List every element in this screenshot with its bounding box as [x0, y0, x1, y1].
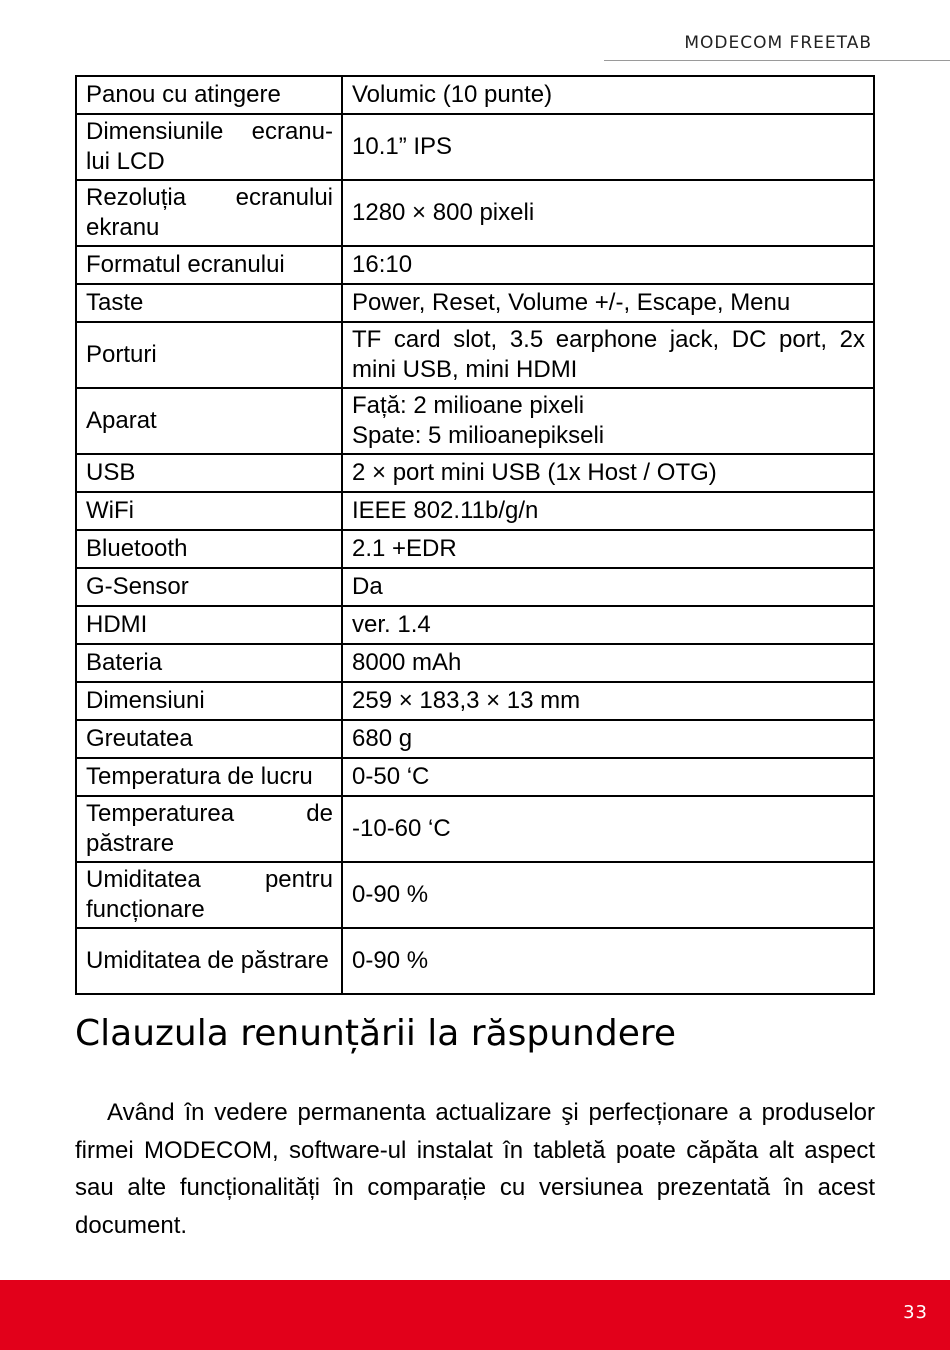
table-row [76, 246, 874, 284]
spec-value: 0-90 % [342, 862, 874, 928]
spec-label: Dimensiunile ecranu-lui LCD [76, 114, 342, 180]
spec-label: G-Sensor [76, 568, 342, 606]
spec-value: Volumic (10 punte) [342, 76, 874, 114]
table-row [76, 454, 874, 492]
spec-label: WiFi [76, 492, 342, 530]
spec-value: 0-50 ‘C [342, 758, 874, 796]
table-row [76, 388, 874, 454]
spec-label: Umiditatea de păstrare [76, 928, 342, 994]
section-heading: Clauzula renunțării la răspundere [75, 1013, 677, 1054]
specifications-table [75, 75, 875, 995]
spec-label: Rezoluția ecranului ekranu [76, 180, 342, 246]
table-row [76, 796, 874, 862]
spec-label: Aparat [76, 388, 342, 454]
table-row [76, 862, 874, 928]
spec-value: 2 × port mini USB (1x Host / OTG) [342, 454, 874, 492]
table-row [76, 720, 874, 758]
table-row [76, 682, 874, 720]
spec-label: Greutatea [76, 720, 342, 758]
footer-bar [0, 1280, 950, 1350]
table-row [76, 322, 874, 388]
spec-label: Dimensiuni [76, 682, 342, 720]
table-row [76, 606, 874, 644]
document-header-title: MODECOM FREETAB [684, 33, 872, 53]
table-row [76, 644, 874, 682]
table-row [76, 530, 874, 568]
spec-value: 8000 mAh [342, 644, 874, 682]
spec-value: Față: 2 milioane pixeli Spate: 5 milioanepikseli [342, 388, 874, 454]
spec-label: Temperatura de lucru [76, 758, 342, 796]
spec-value: 259 × 183,3 × 13 mm [342, 682, 874, 720]
table-row [76, 284, 874, 322]
disclaimer-paragraph: Având în vedere permanenta actualizare şi perfecționare a produselor firmei MODECOM, software-ul instalat în tabletă poate căpăta alt aspect sau alte funcționalități în comparație cu versiunea prezentată în acest document. [75, 1099, 875, 1239]
spec-value: Power, Reset, Volume +/-, Escape, Menu [342, 284, 874, 322]
spec-value: Da [342, 568, 874, 606]
spec-value: 2.1 +EDR [342, 530, 874, 568]
table-row [76, 928, 874, 994]
spec-value: TF card slot, 3.5 earphone jack, DC port, 2x mini USB, mini HDMI [342, 322, 874, 388]
spec-label: HDMI [76, 606, 342, 644]
spec-label: Umiditatea pentru funcționare [76, 862, 342, 928]
page-number: 33 [903, 1302, 928, 1323]
spec-label: Temperaturea de păstrare [76, 796, 342, 862]
table-row [76, 568, 874, 606]
table-row [76, 758, 874, 796]
spec-label: Taste [76, 284, 342, 322]
spec-label: Formatul ecranului [76, 246, 342, 284]
spec-value: 680 g [342, 720, 874, 758]
spec-value: 16:10 [342, 246, 874, 284]
spec-value: 0-90 % [342, 928, 874, 994]
spec-value: ver. 1.4 [342, 606, 874, 644]
spec-value: 10.1” IPS [342, 114, 874, 180]
header-divider [604, 60, 950, 61]
spec-label: USB [76, 454, 342, 492]
table-row [76, 180, 874, 246]
spec-value: IEEE 802.11b/g/n [342, 492, 874, 530]
spec-label: Bluetooth [76, 530, 342, 568]
spec-label: Panou cu atingere [76, 76, 342, 114]
spec-value: -10-60 ‘C [342, 796, 874, 862]
spec-label: Bateria [76, 644, 342, 682]
table-row [76, 492, 874, 530]
spec-value: 1280 × 800 pixeli [342, 180, 874, 246]
table-row [76, 76, 874, 114]
table-row [76, 114, 874, 180]
spec-label: Porturi [76, 322, 342, 388]
